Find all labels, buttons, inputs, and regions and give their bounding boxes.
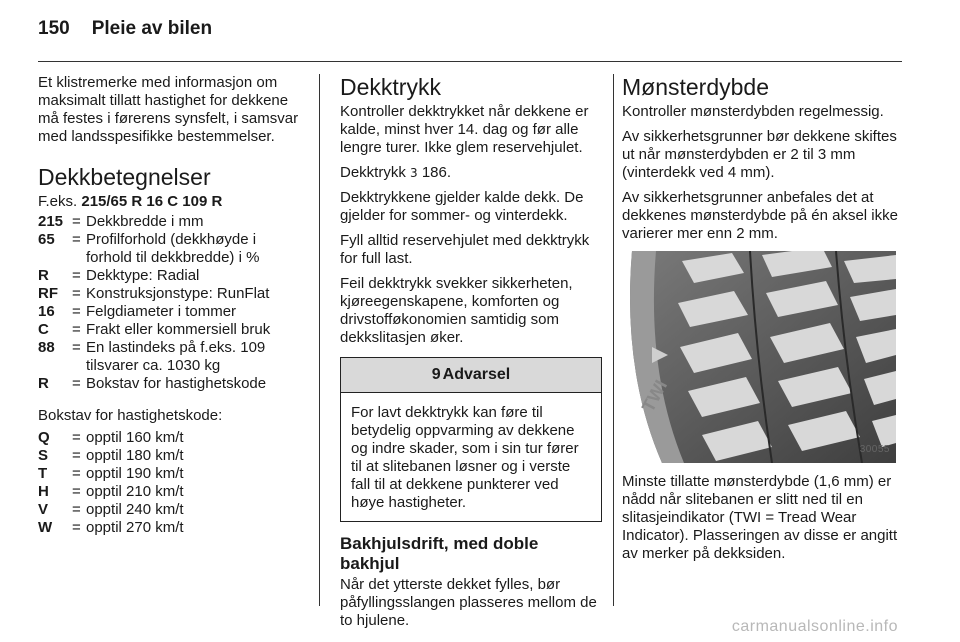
pressure-reference-prefix: Dekktrykk xyxy=(340,164,411,181)
figure-number: 30055 xyxy=(859,444,890,455)
definition-equals: = xyxy=(72,267,81,284)
speed-code-key: V xyxy=(38,501,49,518)
speed-code-equals: = xyxy=(72,519,81,536)
column-tread-depth xyxy=(622,74,904,570)
twi-marker-label: TWI xyxy=(637,376,672,416)
definition-row xyxy=(38,339,304,375)
definition-equals: = xyxy=(72,375,81,392)
definition-value: Dekkbredde i mm xyxy=(86,213,204,230)
speed-code-key: T xyxy=(38,465,48,482)
heading-tyre-pressure: Dekktrykk xyxy=(340,74,441,100)
speed-code-row xyxy=(38,501,304,519)
pressure-reference-paragraph xyxy=(340,164,602,182)
speed-code-row xyxy=(38,429,304,447)
warning-title: Advarsel xyxy=(442,366,511,383)
speed-code-equals: = xyxy=(72,483,81,500)
definition-row xyxy=(38,303,304,321)
speed-code-row xyxy=(38,483,304,501)
definition-equals: = xyxy=(72,339,81,356)
definition-value: Konstruksjonstype: RunFlat xyxy=(86,285,270,302)
sticker-paragraph: Et klistremerke med informasjon om maksimalt tillatt hastighet for dekkene må festes i førerens synsfelt, i samsvar med landsspesifikke bestemmelser. xyxy=(38,74,299,145)
pressure-check-paragraph: Kontroller dekktrykket når dekkene er kalde, minst hver 14. dag og før alle lengre turer. Ikke glem reservehjulet. xyxy=(340,103,589,156)
definition-row xyxy=(38,321,304,339)
example-code: 215/65 R 16 C 109 R xyxy=(81,193,223,210)
cold-tyres-paragraph: Dekktrykkene gjelder kalde dekk. De gjelder for sommer- og vinterdekk. xyxy=(340,189,584,224)
definition-value: Felgdiameter i tommer xyxy=(86,303,237,320)
definition-key: R xyxy=(38,375,49,392)
definition-equals: = xyxy=(72,321,81,338)
definition-value: Frakt eller kommersiell bruk xyxy=(86,321,271,338)
definition-key: 215 xyxy=(38,213,64,230)
speed-code-key: W xyxy=(38,519,53,536)
tread-indicator-paragraph: Minste tillatte mønsterdybde (1,6 mm) er nådd når slitebanen er slitt ned til en slitasjeindikator (TWI = Tread Wear Indicator). Plasseringen av disse er angitt av merker på dekksiden. xyxy=(622,473,898,562)
speed-code-value: opptil 180 km/t xyxy=(86,447,184,464)
header-divider xyxy=(38,61,902,62)
wrong-pressure-paragraph: Feil dekktrykk svekker sikkerheten, kjøreegenskapene, komforten og drivstofføkonomien samtidig som dekkslitasjen øker. xyxy=(340,275,573,346)
tyre-tread-drawing xyxy=(622,251,896,463)
speed-code-equals: = xyxy=(72,501,81,518)
definition-row xyxy=(38,213,304,231)
definition-equals: = xyxy=(72,231,81,248)
speed-code-value: opptil 270 km/t xyxy=(86,519,184,536)
definition-value: En lastindeks på f.eks. 109 tilsvarer ca. 1030 kg xyxy=(86,339,266,374)
speed-code-key: Q xyxy=(38,429,50,446)
page-number: 150 xyxy=(38,18,70,39)
heading-tyre-designations: Dekkbetegnelser xyxy=(38,164,211,190)
definition-value: Profilforhold (dekkhøyde i forhold til dekkbredde) i % xyxy=(86,231,260,266)
example-prefix: F.eks. xyxy=(38,193,82,210)
warning-box xyxy=(340,357,602,522)
tyre-tread-illustration xyxy=(622,251,896,463)
tread-replace-paragraph: Av sikkerhetsgrunner bør dekkene skiftes ut når mønsterdybden er 2 til 3 mm (vinterdekk ved 4 mm). xyxy=(622,128,897,181)
definition-equals: = xyxy=(72,303,81,320)
speed-code-equals: = xyxy=(72,465,81,482)
definition-key: R xyxy=(38,267,49,284)
definition-key: 88 xyxy=(38,339,55,356)
speed-code-equals: = xyxy=(72,429,81,446)
page-title: Pleie av bilen xyxy=(91,18,213,39)
warning-header xyxy=(341,358,601,393)
definition-row xyxy=(38,267,304,285)
speed-code-value: opptil 160 km/t xyxy=(86,429,184,446)
column-divider-2 xyxy=(613,74,614,606)
definition-value: Bokstav for hastighetskode xyxy=(86,375,267,392)
column-tyre-designations xyxy=(38,74,304,537)
column-tyre-pressure xyxy=(340,74,602,637)
page-header xyxy=(38,18,212,40)
speed-code-key: S xyxy=(38,447,49,464)
tread-check-paragraph: Kontroller mønsterdybden regelmessig. xyxy=(622,103,884,120)
column-divider-1 xyxy=(319,74,320,606)
definition-equals: = xyxy=(72,285,81,302)
pressure-reference-page: 186. xyxy=(417,164,452,181)
speed-code-list xyxy=(38,429,304,537)
warning-text: For lavt dekktrykk kan føre til betydelig oppvarming av dekkene og indre skader, som i sin tur fører til at slitebanen løsner og i verste fall til at dekkene punkterer ved høye hastigheter. xyxy=(351,404,579,511)
definition-row xyxy=(38,231,304,267)
speed-code-value: opptil 240 km/t xyxy=(86,501,184,518)
speed-code-equals: = xyxy=(72,447,81,464)
definition-row xyxy=(38,375,304,393)
heading-tread-depth: Mønsterdybde xyxy=(622,74,770,100)
speed-code-row xyxy=(38,519,304,537)
speed-code-value: opptil 210 km/t xyxy=(86,483,184,500)
heading-rear-wheel-drive: Bakhjulsdrift, med doble bakhjul xyxy=(340,534,539,573)
dual-wheels-paragraph: Når det ytterste dekket fylles, bør påfyllingsslangen plasseres mellom de to hjulene. xyxy=(340,576,597,629)
designation-list xyxy=(38,213,304,393)
definition-value: Dekktype: Radial xyxy=(86,267,200,284)
definition-key: RF xyxy=(38,285,58,302)
definition-key: C xyxy=(38,321,49,338)
designation-example xyxy=(38,193,304,211)
definition-key: 65 xyxy=(38,231,55,248)
speed-code-row xyxy=(38,447,304,465)
definition-equals: = xyxy=(72,213,81,230)
watermark: carmanualsonline.info xyxy=(731,618,898,635)
page-reference-icon: 3 xyxy=(410,166,418,180)
speed-code-value: opptil 190 km/t xyxy=(86,465,184,482)
spare-wheel-paragraph: Fyll alltid reservehjulet med dekktrykk for full last. xyxy=(340,232,590,267)
speed-code-key: H xyxy=(38,483,49,500)
speed-code-row xyxy=(38,465,304,483)
warning-triangle-icon: 9 xyxy=(431,366,441,383)
definition-key: 16 xyxy=(38,303,55,320)
definition-row xyxy=(38,285,304,303)
speed-code-intro: Bokstav for hastighetskode: xyxy=(38,407,223,424)
tread-axle-paragraph: Av sikkerhetsgrunner anbefales det at dekkenes mønsterdybde på én aksel ikke varierer mer enn 2 mm. xyxy=(622,189,898,242)
